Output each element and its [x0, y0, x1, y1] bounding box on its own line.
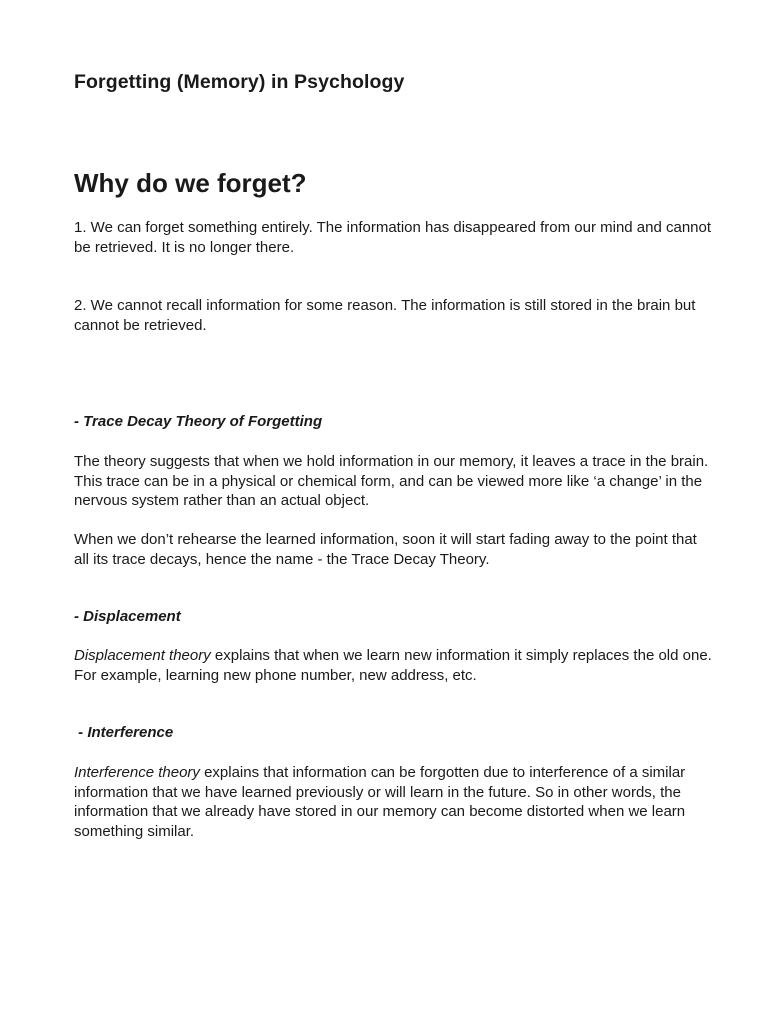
interference-text: explains that information can be forgotten due to interference of a similar information that we have learned previously or will learn in the future. So in other words, the information that we already have stored in our memory can become distorted when we learn something similar.: [74, 764, 686, 840]
displacement-text: explains that when we learn new information it simply replaces the old one. For example, learning new phone number, new address, etc.: [74, 647, 712, 684]
reason-paragraph-2: 2. We cannot recall information for some reason. The information is still stored in the brain but cannot be retrieved.: [74, 297, 696, 334]
interference-heading: - Interference: [74, 724, 174, 741]
interference-paragraph: [74, 763, 714, 841]
displacement-paragraph: [74, 646, 714, 685]
trace-decay-heading: - Trace Decay Theory of Forgetting: [74, 413, 323, 430]
displacement-heading: - Displacement: [74, 608, 181, 625]
document-title: Forgetting (Memory) in Psychology: [74, 71, 405, 93]
displacement-term: Displacement theory: [74, 647, 211, 664]
reason-paragraph-1: 1. We can forget something entirely. The information has disappeared from our mind and cannot be retrieved. It is no longer there.: [74, 219, 712, 256]
trace-decay-paragraph-2: When we don’t rehearse the learned information, soon it will start fading away to the point that all its trace decays, hence the name - the Trace Decay Theory.: [74, 531, 697, 568]
interference-term: Interference theory: [74, 764, 200, 781]
section-heading-why-forget: Why do we forget?: [74, 168, 307, 198]
trace-decay-paragraph-1: The theory suggests that when we hold information in our memory, it leaves a trace in the brain. This trace can be in a physical or chemical form, and can be viewed more like ‘a change’ in the nervous system rather than an actual object.: [74, 453, 709, 509]
